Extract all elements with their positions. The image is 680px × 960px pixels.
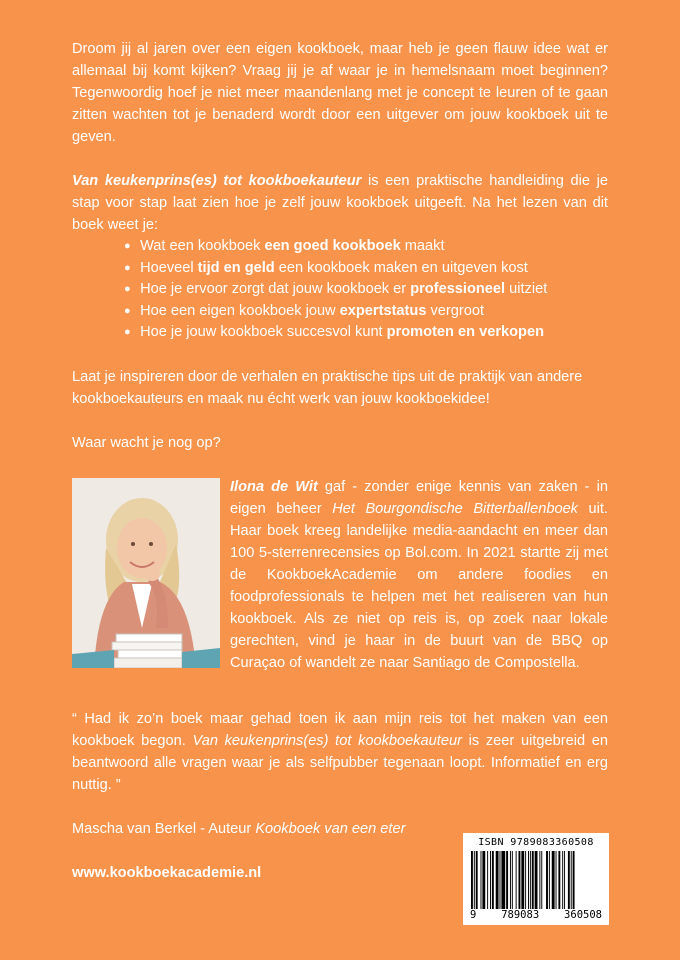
lead-paragraph <box>72 170 608 236</box>
bullet-icon: ● <box>124 240 131 252</box>
barcode-bar <box>556 851 557 909</box>
isbn-barcode <box>463 833 609 925</box>
bullet-icon: ● <box>124 326 131 338</box>
barcode-bar <box>571 851 572 909</box>
barcode-bar <box>573 851 575 909</box>
barcode-bar <box>471 851 473 909</box>
website-url[interactable]: www.kookboekacademie.nl <box>72 864 262 881</box>
barcode-bar <box>512 851 513 909</box>
barcode-bar <box>487 851 488 909</box>
barcode-bar <box>525 851 526 909</box>
barcode-bar <box>501 851 505 909</box>
bullet-icon: ● <box>124 304 131 317</box>
barcode-bar <box>535 851 538 909</box>
barcode-bar <box>521 851 524 909</box>
list-item: ● Hoeveel tijd en geld een kookboek maken en uitgeven kost <box>124 258 608 280</box>
list-item: ● Wat een kookboek een goed kookboek maakt <box>124 236 608 258</box>
author-bio <box>72 476 608 674</box>
barcode-bar <box>474 851 475 909</box>
barcode-bar <box>516 851 517 909</box>
barcode-bar <box>546 851 548 909</box>
isbn-label: ISBN 9789083360508 <box>478 837 594 848</box>
barcode-bar <box>492 851 494 909</box>
author-photo <box>72 478 220 668</box>
list-item: ● Hoe je ervoor zorgt dat jouw kookboek er professioneel uitziet <box>124 279 608 301</box>
barcode-bar <box>490 851 491 909</box>
intro-paragraph: Droom jij al jaren over een eigen kookboek, maar heb je geen flauw idee wat er allemaal bij komt kijken? Vraag jij je af waar je in hemelsnaam moet beginnen? Tegenwoordig hoef je niet meer maandenlang met je concept te leuren of te gaan zitten wachten tot je benaderd wordt door een uitgever om jouw kookboek uit te geven. <box>72 41 608 145</box>
inspire-paragraph: Laat je inspireren door de verhalen en praktische tips uit de praktijk van andere kookboekauteurs en maak nu écht werk van jouw kookboekidee! <box>72 368 583 407</box>
barcode-bar <box>510 851 511 909</box>
testimonial-quote: “ Had ik zo’n boek maar gehad toen ik aan mijn reis tot het maken van een kookboek begon. Van keukenprins(es) tot kookboekauteur is zeer uitgebreid en beantwoord alle vragen waar je als selfpubber tegenaan loopt. Informatief en erg nuttig. ” <box>72 710 609 793</box>
barcode-bar <box>549 851 550 909</box>
list-item: ● Hoe een eigen kookboek jouw expertstatus vergroot <box>124 301 608 323</box>
lead-text: is een praktische handleiding die je stap voor stap laat zien hoe je zelf jouw kookboek uitgeeft. Na het lezen van dit boek weet je: <box>72 173 608 233</box>
author-name: Ilona de Wit <box>230 478 318 495</box>
isbn-digits: 9 789083 360508 <box>470 909 602 921</box>
list-item: ● Hoe je jouw kookboek succesvol kunt promoten en verkopen <box>124 322 608 344</box>
barcode-bar <box>496 851 499 909</box>
barcode-bar <box>568 851 570 909</box>
author-description: Ilona de Wit gaf - zonder enige kennis van zaken - in eigen beheer Het Bourgondische Bitterballenboek uit. Haar boek kreeg landelijke media-aandacht en meer dan 100 5-sterrenrecensies op Bol.com. In 2021 startte zij met de KookboekAcademie om andere foodies en foodprofessionals te helpen met het realiseren van hun kookboek. Als ze niet op reis is, op zoek naar lokale gerechten, vind je haar in de buurt van de BBQ op Curaçao of wandelt ze naar Santiago de Compostella. <box>230 478 608 671</box>
barcode-bar <box>506 851 508 909</box>
barcode-bar <box>482 851 485 909</box>
barcode-bar <box>481 851 482 909</box>
barcode-bar <box>530 851 531 909</box>
barcode-bar <box>552 851 555 909</box>
barcode-bar <box>539 851 540 909</box>
barcode-bar <box>528 851 529 909</box>
barcode-bar <box>500 851 501 909</box>
barcode-bar <box>519 851 521 909</box>
barcode-bar <box>476 851 478 909</box>
barcode-bar <box>541 851 542 909</box>
book-title-inline: Van keukenprins(es) tot kookboekauteur <box>72 173 362 189</box>
barcode-bar <box>562 851 563 909</box>
barcode-bars <box>469 851 603 909</box>
barcode-bar <box>558 851 560 909</box>
benefit-list <box>72 236 608 344</box>
back-cover-text <box>72 38 608 884</box>
author-portrait-illustration <box>72 478 220 668</box>
barcode-bar <box>532 851 534 909</box>
testimonial-author: Mascha van Berkel - Auteur Kookboek van een eter <box>72 820 406 837</box>
testimonial-book-title: Kookboek van een eter <box>255 820 406 837</box>
call-to-action: Waar wacht je nog op? <box>72 434 221 451</box>
bullet-icon: ● <box>124 283 131 295</box>
quote-book-title: Van keukenprins(es) tot kookboekauteur <box>192 732 462 749</box>
author-book-title: Het Bourgondische Bitterballenboek <box>332 500 578 517</box>
barcode-bar <box>564 851 565 909</box>
bullet-icon: ● <box>124 261 131 274</box>
